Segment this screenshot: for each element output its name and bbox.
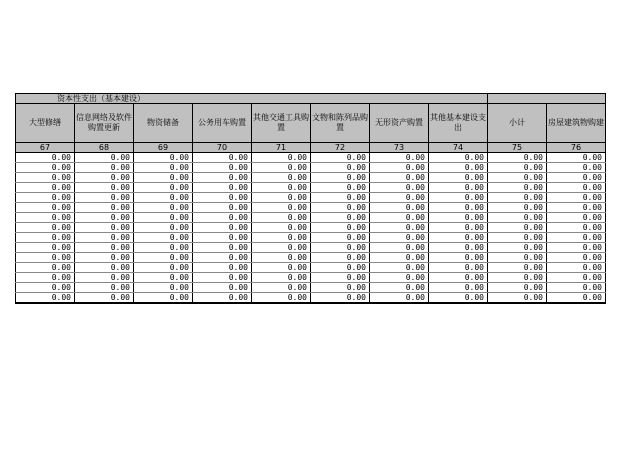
column-header-cell[interactable]: 信息网络及软件购置更新 xyxy=(75,104,134,143)
table-cell[interactable]: 0.00 xyxy=(370,253,429,263)
column-header-cell[interactable]: 其他交通工具购置 xyxy=(252,104,311,143)
table-cell[interactable]: 0.00 xyxy=(429,273,488,283)
column-header-cell[interactable]: 无形资产购置 xyxy=(370,104,429,143)
table-row xyxy=(16,263,606,273)
table-row xyxy=(16,273,606,283)
table-cell[interactable]: 0.00 xyxy=(311,263,370,273)
table-cell[interactable]: 0.00 xyxy=(16,243,75,253)
table-cell[interactable]: 0.00 xyxy=(370,283,429,293)
table-cell[interactable]: 0.00 xyxy=(311,173,370,183)
table-cell[interactable]: 0.00 xyxy=(547,183,606,193)
table-cell[interactable]: 0.00 xyxy=(193,223,252,233)
table-cell[interactable]: 0.00 xyxy=(488,163,547,173)
table-cell[interactable]: 0.00 xyxy=(488,153,547,163)
table-cell[interactable]: 0.00 xyxy=(547,203,606,213)
table-cell[interactable]: 0.00 xyxy=(547,233,606,243)
table-row xyxy=(16,213,606,223)
table-cell[interactable]: 0.00 xyxy=(252,263,311,273)
table-cell[interactable]: 0.00 xyxy=(193,153,252,163)
table-cell[interactable]: 0.00 xyxy=(252,273,311,283)
table-row xyxy=(16,233,606,243)
column-header-cell[interactable]: 文物和陈列品购置 xyxy=(311,104,370,143)
table-cell[interactable]: 0.00 xyxy=(311,283,370,293)
table-cell[interactable]: 0.00 xyxy=(370,243,429,253)
table-cell[interactable]: 0.00 xyxy=(370,183,429,193)
table-row xyxy=(16,243,606,253)
table-cell[interactable]: 0.00 xyxy=(134,293,193,304)
table-cell[interactable]: 0.00 xyxy=(134,213,193,223)
table-cell[interactable]: 0.00 xyxy=(16,263,75,273)
table-cell[interactable]: 0.00 xyxy=(75,193,134,203)
table-cell[interactable]: 0.00 xyxy=(252,163,311,173)
table-cell[interactable]: 0.00 xyxy=(488,213,547,223)
table-cell[interactable]: 0.00 xyxy=(252,243,311,253)
column-code-cell[interactable]: 72 xyxy=(311,143,370,153)
table-cell[interactable]: 0.00 xyxy=(16,193,75,203)
table-cell[interactable]: 0.00 xyxy=(429,153,488,163)
table-cell[interactable]: 0.00 xyxy=(488,293,547,304)
column-code-cell[interactable]: 68 xyxy=(75,143,134,153)
table-cell[interactable]: 0.00 xyxy=(16,153,75,163)
table-cell[interactable]: 0.00 xyxy=(488,203,547,213)
group-header-cell[interactable]: 资本性支出（基本建设） xyxy=(16,94,488,104)
table-cell[interactable]: 0.00 xyxy=(134,193,193,203)
column-code-cell[interactable]: 70 xyxy=(193,143,252,153)
table-cell[interactable]: 0.00 xyxy=(193,213,252,223)
table-cell[interactable]: 0.00 xyxy=(134,223,193,233)
table-cell[interactable]: 0.00 xyxy=(134,273,193,283)
column-header-cell[interactable]: 小计 xyxy=(488,104,547,143)
table-cell[interactable]: 0.00 xyxy=(252,283,311,293)
table-cell[interactable]: 0.00 xyxy=(134,163,193,173)
table-cell[interactable]: 0.00 xyxy=(488,183,547,193)
table-cell[interactable]: 0.00 xyxy=(547,223,606,233)
table-cell[interactable]: 0.00 xyxy=(252,173,311,183)
table-cell[interactable]: 0.00 xyxy=(429,283,488,293)
table-cell[interactable]: 0.00 xyxy=(16,273,75,283)
table-cell[interactable]: 0.00 xyxy=(134,263,193,273)
table-cell[interactable]: 0.00 xyxy=(193,283,252,293)
column-code-cell[interactable]: 71 xyxy=(252,143,311,153)
table-cell[interactable]: 0.00 xyxy=(547,263,606,273)
table-cell[interactable]: 0.00 xyxy=(311,193,370,203)
table-cell[interactable]: 0.00 xyxy=(134,253,193,263)
table-cell[interactable]: 0.00 xyxy=(429,163,488,173)
table-row xyxy=(16,293,606,304)
column-code-cell[interactable]: 76 xyxy=(547,143,606,153)
table-cell[interactable]: 0.00 xyxy=(75,263,134,273)
table-cell[interactable]: 0.00 xyxy=(311,213,370,223)
column-code-cell[interactable]: 69 xyxy=(134,143,193,153)
table-cell[interactable]: 0.00 xyxy=(547,253,606,263)
table-cell[interactable]: 0.00 xyxy=(16,183,75,193)
table-cell[interactable]: 0.00 xyxy=(75,283,134,293)
table-cell[interactable]: 0.00 xyxy=(547,163,606,173)
table-cell[interactable]: 0.00 xyxy=(16,173,75,183)
table-cell[interactable]: 0.00 xyxy=(488,173,547,183)
table-cell[interactable]: 0.00 xyxy=(311,243,370,253)
table-row xyxy=(16,253,606,263)
table-cell[interactable]: 0.00 xyxy=(16,233,75,243)
table-cell[interactable]: 0.00 xyxy=(311,293,370,304)
table-cell[interactable]: 0.00 xyxy=(252,213,311,223)
column-header-cell[interactable]: 其他基本建设支出 xyxy=(429,104,488,143)
column-code-cell[interactable]: 67 xyxy=(16,143,75,153)
table-cell[interactable]: 0.00 xyxy=(16,293,75,304)
table-row xyxy=(16,203,606,213)
column-header-row xyxy=(16,104,606,143)
table-cell[interactable]: 0.00 xyxy=(547,283,606,293)
table-cell[interactable]: 0.00 xyxy=(311,163,370,173)
table-cell[interactable]: 0.00 xyxy=(311,233,370,243)
table-cell[interactable]: 0.00 xyxy=(134,153,193,163)
spreadsheet-table xyxy=(15,93,606,304)
table-cell[interactable]: 0.00 xyxy=(429,203,488,213)
table-cell[interactable]: 0.00 xyxy=(370,163,429,173)
table-row xyxy=(16,163,606,173)
table-cell[interactable]: 0.00 xyxy=(547,153,606,163)
table-cell[interactable]: 0.00 xyxy=(193,253,252,263)
column-header-cell[interactable]: 物资储备 xyxy=(134,104,193,143)
table-cell[interactable]: 0.00 xyxy=(134,203,193,213)
table-cell[interactable]: 0.00 xyxy=(75,183,134,193)
table-cell[interactable]: 0.00 xyxy=(16,283,75,293)
table-cell[interactable]: 0.00 xyxy=(311,203,370,213)
table-cell[interactable]: 0.00 xyxy=(252,203,311,213)
table-cell[interactable]: 0.00 xyxy=(370,233,429,243)
table-cell[interactable]: 0.00 xyxy=(75,243,134,253)
table-cell[interactable]: 0.00 xyxy=(547,293,606,304)
table-cell[interactable]: 0.00 xyxy=(193,193,252,203)
table-cell[interactable]: 0.00 xyxy=(16,223,75,233)
table-cell[interactable]: 0.00 xyxy=(488,253,547,263)
table-cell[interactable]: 0.00 xyxy=(16,203,75,213)
table-cell[interactable]: 0.00 xyxy=(547,193,606,203)
table-cell[interactable]: 0.00 xyxy=(370,263,429,273)
table-cell[interactable]: 0.00 xyxy=(193,293,252,304)
table-cell[interactable]: 0.00 xyxy=(429,213,488,223)
table-cell[interactable]: 0.00 xyxy=(193,233,252,243)
table-cell[interactable]: 0.00 xyxy=(252,293,311,304)
table-cell[interactable]: 0.00 xyxy=(134,243,193,253)
table-cell[interactable]: 0.00 xyxy=(193,163,252,173)
table-row xyxy=(16,173,606,183)
table-row xyxy=(16,193,606,203)
table-cell[interactable]: 0.00 xyxy=(193,263,252,273)
table-cell[interactable]: 0.00 xyxy=(134,233,193,243)
table-row xyxy=(16,223,606,233)
table-cell[interactable]: 0.00 xyxy=(252,193,311,203)
table-cell[interactable]: 0.00 xyxy=(311,253,370,263)
table-cell[interactable]: 0.00 xyxy=(193,243,252,253)
table-cell[interactable]: 0.00 xyxy=(16,163,75,173)
table-cell[interactable]: 0.00 xyxy=(75,163,134,173)
column-code-cell[interactable]: 73 xyxy=(370,143,429,153)
table-cell[interactable]: 0.00 xyxy=(75,173,134,183)
table-cell[interactable]: 0.00 xyxy=(193,203,252,213)
table-cell[interactable]: 0.00 xyxy=(75,223,134,233)
table-cell[interactable]: 0.00 xyxy=(134,173,193,183)
column-header-cell[interactable]: 大型修缮 xyxy=(16,104,75,143)
table-cell[interactable]: 0.00 xyxy=(134,183,193,193)
table-cell[interactable]: 0.00 xyxy=(488,233,547,243)
table-row xyxy=(16,153,606,163)
table-cell[interactable]: 0.00 xyxy=(429,173,488,183)
table-cell[interactable]: 0.00 xyxy=(429,233,488,243)
table-cell[interactable]: 0.00 xyxy=(252,253,311,263)
table-cell[interactable]: 0.00 xyxy=(488,193,547,203)
table-cell[interactable]: 0.00 xyxy=(370,173,429,183)
column-code-cell[interactable]: 75 xyxy=(488,143,547,153)
table-cell[interactable]: 0.00 xyxy=(252,153,311,163)
column-code-row xyxy=(16,143,606,153)
table-cell[interactable]: 0.00 xyxy=(370,213,429,223)
column-code-cell[interactable]: 74 xyxy=(429,143,488,153)
table-cell[interactable]: 0.00 xyxy=(547,213,606,223)
table-cell[interactable]: 0.00 xyxy=(311,153,370,163)
table-cell[interactable]: 0.00 xyxy=(429,243,488,253)
table-cell[interactable]: 0.00 xyxy=(547,243,606,253)
table-cell[interactable]: 0.00 xyxy=(193,183,252,193)
table-cell[interactable]: 0.00 xyxy=(370,273,429,283)
table-cell[interactable]: 0.00 xyxy=(75,233,134,243)
table-cell[interactable]: 0.00 xyxy=(16,253,75,263)
table-cell[interactable]: 0.00 xyxy=(75,203,134,213)
table-cell[interactable]: 0.00 xyxy=(311,183,370,193)
table-cell[interactable]: 0.00 xyxy=(311,223,370,233)
table-cell[interactable]: 0.00 xyxy=(16,213,75,223)
table-cell[interactable]: 0.00 xyxy=(488,283,547,293)
table-cell[interactable]: 0.00 xyxy=(252,233,311,243)
table-cell[interactable]: 0.00 xyxy=(429,193,488,203)
table-cell[interactable]: 0.00 xyxy=(488,243,547,253)
table-cell[interactable]: 0.00 xyxy=(75,153,134,163)
table-cell[interactable]: 0.00 xyxy=(75,273,134,283)
table-cell[interactable]: 0.00 xyxy=(193,173,252,183)
table-row xyxy=(16,283,606,293)
table-row xyxy=(16,183,606,193)
table-cell[interactable]: 0.00 xyxy=(370,223,429,233)
table-cell[interactable]: 0.00 xyxy=(488,263,547,273)
table-cell[interactable]: 0.00 xyxy=(370,293,429,304)
table-cell[interactable]: 0.00 xyxy=(75,293,134,304)
table-cell[interactable]: 0.00 xyxy=(75,213,134,223)
table-cell[interactable]: 0.00 xyxy=(252,183,311,193)
table-cell[interactable]: 0.00 xyxy=(429,263,488,273)
group-header-blank-cell[interactable] xyxy=(488,94,606,104)
table-cell[interactable]: 0.00 xyxy=(488,273,547,283)
table-cell[interactable]: 0.00 xyxy=(311,273,370,283)
table-cell[interactable]: 0.00 xyxy=(488,223,547,233)
table-cell[interactable]: 0.00 xyxy=(370,203,429,213)
table-cell[interactable]: 0.00 xyxy=(134,283,193,293)
table-cell[interactable]: 0.00 xyxy=(429,293,488,304)
table-cell[interactable]: 0.00 xyxy=(429,183,488,193)
table-cell[interactable]: 0.00 xyxy=(547,273,606,283)
column-header-cell[interactable]: 公务用车购置 xyxy=(193,104,252,143)
table-cell[interactable]: 0.00 xyxy=(370,153,429,163)
table-cell[interactable]: 0.00 xyxy=(193,273,252,283)
table-cell[interactable]: 0.00 xyxy=(429,253,488,263)
group-header-row xyxy=(16,94,606,104)
table-cell[interactable]: 0.00 xyxy=(547,173,606,183)
table-cell[interactable]: 0.00 xyxy=(370,193,429,203)
table-cell[interactable]: 0.00 xyxy=(75,253,134,263)
table-cell[interactable]: 0.00 xyxy=(429,223,488,233)
column-header-cell[interactable]: 房屋建筑物购建 xyxy=(547,104,606,143)
table-cell[interactable]: 0.00 xyxy=(252,223,311,233)
